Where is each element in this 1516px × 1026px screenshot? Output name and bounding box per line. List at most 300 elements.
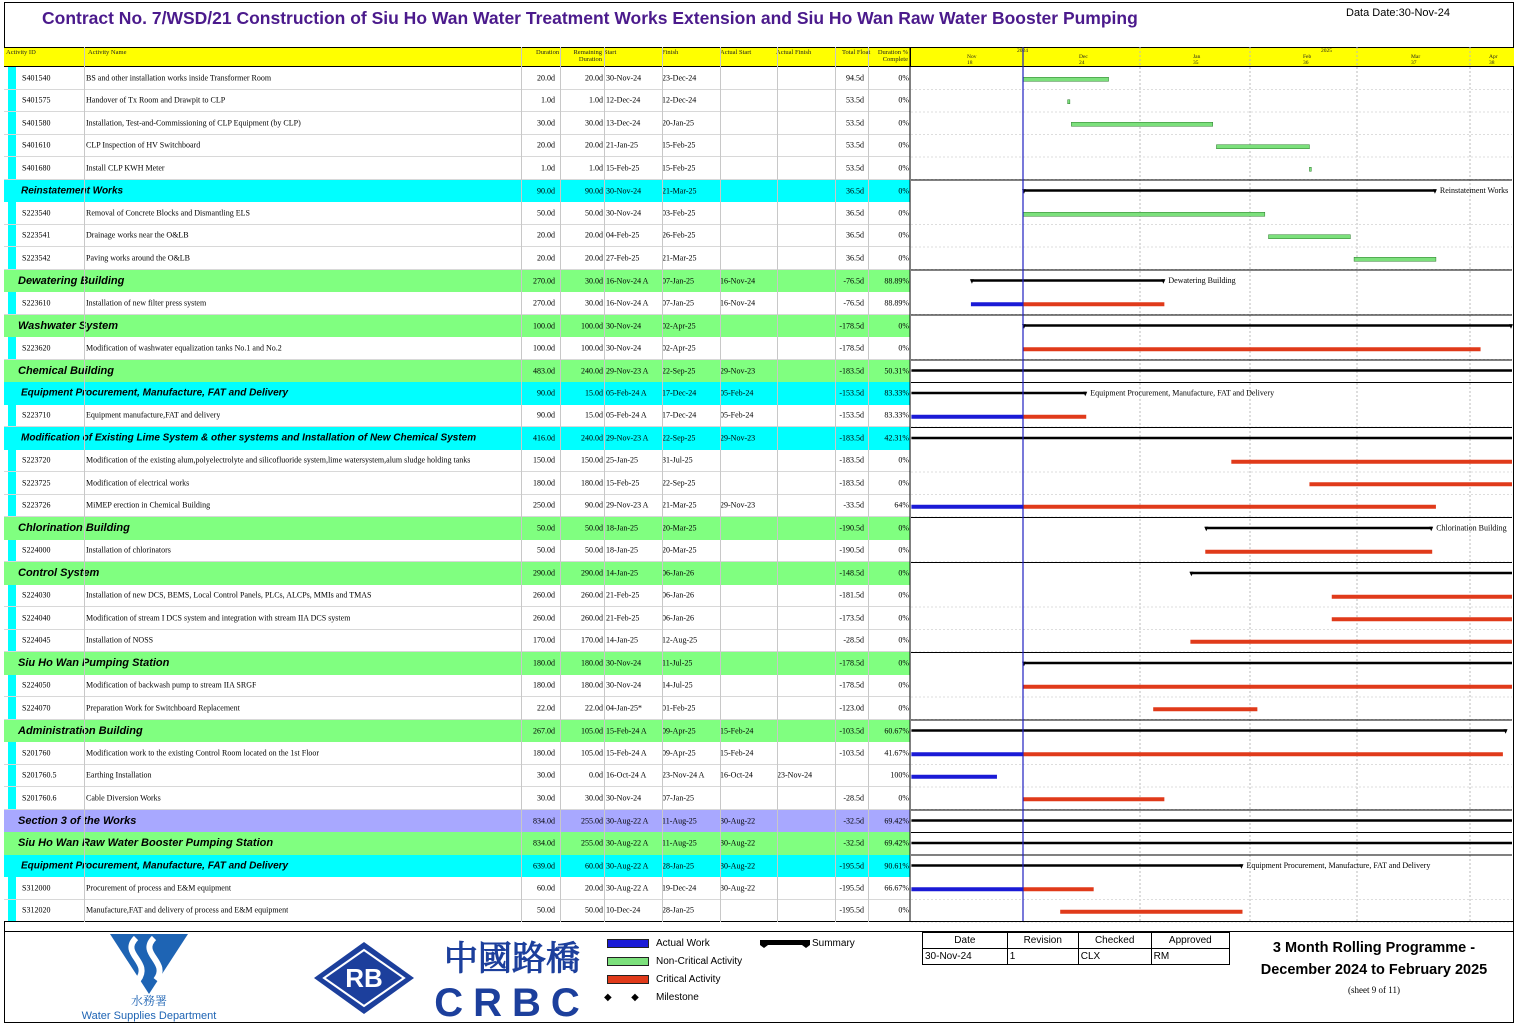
wbs-name: Control System [18, 567, 100, 580]
week-4: 36 [1303, 60, 1309, 66]
wbs-row[interactable] [4, 427, 910, 450]
cell-start: 14-Jan-25 [606, 635, 638, 645]
table-row[interactable] [4, 202, 910, 225]
legend-crit-swatch [607, 975, 649, 984]
cell-finish: 23-Dec-24 [662, 73, 697, 83]
cell-finish: 07-Jan-25 [662, 276, 694, 286]
cell-start: 30-Nov-24 [606, 73, 642, 83]
cell-finish: 07-Jan-25 [662, 298, 694, 308]
cell-rem: 180.0d [581, 658, 603, 668]
activity-name: Earthing Installation [86, 770, 152, 780]
cell-rem: 255.0d [581, 838, 603, 848]
cell-finish: 06-Jan-26 [662, 568, 694, 578]
cell-tf: -181.5d [839, 590, 864, 600]
cell-tf: -76.5d [843, 298, 864, 308]
wbs-row[interactable] [4, 270, 910, 293]
cell-pct: 0% [898, 703, 909, 713]
cell-pct: 0% [898, 793, 909, 803]
cell-finish: 28-Jan-25 [662, 861, 694, 871]
cell-dur: 180.0d [533, 680, 555, 690]
cell-dur: 834.0d [533, 816, 555, 826]
cell-finish: 22-Sep-25 [662, 366, 696, 376]
week-5: 37 [1411, 60, 1417, 66]
cell-pct: 60.67% [884, 726, 909, 736]
table-header [4, 47, 910, 67]
cell-astart: 16-Oct-24 [720, 770, 753, 780]
wbs-name: Equipment Procurement, Manufacture, FAT and Delivery [21, 387, 289, 399]
table-row[interactable] [4, 585, 910, 608]
timescale-header [910, 47, 1514, 67]
activity-id: S224040 [22, 613, 51, 623]
table-row[interactable] [4, 405, 910, 428]
wbs-row[interactable] [4, 810, 910, 833]
cell-rem: 30.0d [585, 298, 603, 308]
cell-tf: -190.5d [839, 523, 864, 533]
cell-dur: 100.0d [533, 321, 555, 331]
cell-tf: -76.5d [843, 276, 864, 286]
cell-pct: 83.33% [884, 388, 909, 398]
cell-pct: 0% [898, 590, 909, 600]
programme-line2: December 2024 to February 2025 [1260, 962, 1488, 978]
cell-tf: -190.5d [839, 545, 864, 555]
sheet-number: (sheet 9 of 11) [1348, 985, 1400, 995]
cell-dur: 20.0d [537, 73, 555, 83]
wbs-indent-stripe [8, 877, 16, 899]
cell-pct: 0% [898, 95, 909, 105]
legend-noncrit-label: Non-Critical Activity [656, 956, 743, 967]
wbs-name: Section 3 of the Works [18, 814, 137, 827]
legend-actual-swatch [607, 939, 649, 948]
table-row[interactable] [4, 675, 910, 698]
wbs-indent-stripe [8, 607, 16, 629]
cell-dur: 20.0d [537, 140, 555, 150]
cell-rem: 180.0d [581, 478, 603, 488]
activity-id: S223542 [22, 253, 51, 263]
activity-name: Preparation Work for Switchboard Replacement [86, 703, 240, 713]
wbs-indent-stripe [8, 742, 16, 764]
wbs-indent-stripe [8, 112, 16, 134]
cell-dur: 30.0d [537, 770, 555, 780]
wbs-name: Administration Building [18, 724, 143, 737]
activity-name: Installation, Test-and-Commissioning of CLP Equipment (by CLP) [86, 118, 301, 128]
cell-start: 21-Feb-25 [606, 613, 640, 623]
cell-start: 30-Aug-22 A [606, 883, 649, 893]
cell-dur: 30.0d [537, 793, 555, 803]
cell-dur: 834.0d [533, 838, 555, 848]
cell-tf: 36.5d [846, 186, 864, 196]
cell-pct: 0% [898, 118, 909, 128]
cell-rem: 50.0d [585, 905, 603, 915]
table-row[interactable] [4, 90, 910, 113]
cell-pct: 64% [894, 500, 909, 510]
activity-name: Installation of chlorinators [86, 545, 171, 555]
cell-dur: 416.0d [533, 433, 555, 443]
cell-rem: 105.0d [581, 726, 603, 736]
cell-tf: 36.5d [846, 208, 864, 218]
table-row[interactable] [4, 225, 910, 248]
cell-pct: 69.42% [884, 838, 909, 848]
wbs-row[interactable] [4, 652, 910, 675]
cell-start: 14-Jan-25 [606, 568, 638, 578]
table-row[interactable] [4, 495, 910, 518]
activity-name: Manufacture,FAT and delivery of process and E&M equipment [86, 905, 289, 915]
table-row[interactable] [4, 247, 910, 270]
wbs-indent-stripe [8, 900, 16, 922]
week-2: 24 [1079, 60, 1085, 66]
activity-id: S223726 [22, 500, 51, 510]
activity-name: MiMEP erection in Chemical Building [86, 500, 211, 510]
cell-tf: -178.5d [839, 343, 864, 353]
table-row[interactable] [4, 742, 910, 765]
cell-rem: 30.0d [585, 793, 603, 803]
rb-mark: RB [345, 963, 383, 993]
cell-astart: 16-Nov-24 [720, 298, 756, 308]
column-divider [560, 47, 561, 922]
activity-id: S224000 [22, 545, 51, 555]
wsd-english-name: Water Supplies Department [81, 1010, 217, 1022]
activity-id: S223540 [22, 208, 51, 218]
cell-afinish: 23-Nov-24 [777, 770, 813, 780]
cell-rem: 90.0d [585, 186, 603, 196]
wbs-row[interactable] [4, 832, 910, 855]
cell-rem: 15.0d [585, 410, 603, 420]
cell-dur: 250.0d [533, 500, 555, 510]
wbs-indent-stripe [8, 202, 16, 224]
cell-finish: 22-Sep-25 [662, 433, 696, 443]
cell-astart: 29-Nov-23 [720, 366, 756, 376]
rev-revision: 1 [1007, 949, 1078, 965]
cell-start: 04-Jan-25* [606, 703, 642, 713]
cell-tf: 53.5d [846, 140, 864, 150]
cell-finish: 11-Aug-25 [662, 838, 697, 848]
cell-finish: 02-Apr-25 [662, 321, 696, 331]
cell-start: 30-Nov-24 [606, 658, 642, 668]
activity-name: Cable Diversion Works [86, 793, 161, 803]
cell-astart: 15-Feb-24 [720, 726, 754, 736]
cell-rem: 60.0d [585, 861, 603, 871]
cell-start: 29-Nov-23 A [606, 433, 649, 443]
wbs-row[interactable] [4, 855, 910, 878]
cell-pct: 69.42% [884, 816, 909, 826]
cell-rem: 50.0d [585, 523, 603, 533]
cell-dur: 50.0d [537, 545, 555, 555]
column-divider [604, 47, 605, 922]
activity-name: Modification of washwater equalization tanks No.1 and No.2 [86, 343, 282, 353]
cell-tf: 94.5d [846, 73, 864, 83]
cell-pct: 66.67% [884, 883, 909, 893]
cell-rem: 30.0d [585, 118, 603, 128]
column-divider [835, 47, 836, 922]
cell-rem: 90.0d [585, 500, 603, 510]
activity-id: S223620 [22, 343, 51, 353]
cell-pct: 88.89% [884, 276, 909, 286]
wbs-name: Chemical Building [18, 364, 114, 377]
week-3: 35 [1193, 60, 1199, 66]
month-mar: Mar [1411, 54, 1421, 60]
activity-id: S401610 [22, 140, 51, 150]
column-divider [720, 47, 721, 922]
cell-finish: 14-Jul-25 [662, 680, 693, 690]
table-row[interactable] [4, 900, 910, 923]
cell-finish: 21-Mar-25 [662, 500, 697, 510]
table-row[interactable] [4, 337, 910, 360]
cell-pct: 90.61% [884, 861, 909, 871]
activity-name: Modification of the existing alum,polyelectrolyte and silicofluoride system,lime watersystem,alum sludge holding tanks [86, 455, 471, 465]
cell-pct: 0% [898, 343, 909, 353]
activity-id: S401680 [22, 163, 51, 173]
wbs-row[interactable] [4, 382, 910, 405]
wbs-row[interactable] [4, 517, 910, 540]
activity-id: S223720 [22, 455, 51, 465]
cell-rem: 290.0d [581, 568, 603, 578]
col-remaining[interactable]: Remaining Duration [573, 49, 602, 63]
cell-rem: 20.0d [585, 253, 603, 263]
activity-id: S401575 [22, 95, 51, 105]
table-row[interactable] [4, 157, 910, 180]
col-actual-start[interactable]: Actual Start [720, 49, 752, 56]
legend-noncrit-swatch [607, 957, 649, 966]
wbs-name: Siu Ho Wan Raw Water Booster Pumping Station [18, 837, 274, 850]
activity-table [4, 67, 910, 922]
cell-finish: 01-Feb-25 [662, 703, 696, 713]
cell-tf: -178.5d [839, 680, 864, 690]
wsd-chinese-name: 水務署 [130, 994, 168, 1008]
crbc-logo [308, 936, 598, 1022]
col-actual-finish[interactable]: Actual Finish [776, 49, 812, 56]
table-row[interactable] [4, 135, 910, 158]
cell-finish: 02-Apr-25 [662, 343, 696, 353]
table-row[interactable] [4, 697, 910, 720]
cell-finish: 09-Apr-25 [662, 748, 696, 758]
cell-rem: 1.0d [589, 163, 603, 173]
cell-tf: -183.5d [839, 366, 864, 376]
month-feb: Feb [1303, 54, 1312, 60]
cell-pct: 42.31% [884, 433, 909, 443]
activity-id: S401540 [22, 73, 51, 83]
cell-tf: -103.5d [839, 726, 864, 736]
table-row[interactable] [4, 630, 910, 653]
cell-tf: -195.5d [839, 883, 864, 893]
cell-tf: -153.5d [839, 410, 864, 420]
cell-start: 30-Nov-24 [606, 186, 642, 196]
cell-start: 16-Nov-24 A [606, 276, 649, 286]
cell-start: 10-Dec-24 [606, 905, 641, 915]
cell-finish: 21-Mar-25 [662, 253, 697, 263]
activity-name: Modification of stream I DCS system and integration with stream IIA DCS system [86, 613, 351, 623]
legend-actual-label: Actual Work [656, 938, 710, 949]
activity-name: Handover of Tx Room and Drawpit to CLP [86, 95, 226, 105]
cell-dur: 180.0d [533, 658, 555, 668]
table-row[interactable] [4, 450, 910, 473]
cell-finish: 15-Feb-25 [662, 140, 696, 150]
activity-name: Equipment manufacture,FAT and delivery [86, 410, 221, 420]
activity-id: S223541 [22, 230, 51, 240]
col-finish[interactable]: Finish [662, 49, 679, 56]
cell-tf: -32.5d [843, 816, 864, 826]
cell-start: 29-Nov-23 A [606, 500, 649, 510]
wbs-name: Washwater System [18, 319, 119, 332]
month-jan: Jan [1193, 54, 1201, 60]
year-2025: 2025 [1321, 48, 1332, 54]
wbs-row[interactable] [4, 360, 910, 383]
cell-start: 29-Nov-23 A [606, 366, 649, 376]
cell-start: 18-Jan-25 [606, 523, 638, 533]
cell-dur: 100.0d [533, 343, 555, 353]
activity-id: S224070 [22, 703, 51, 713]
table-bottom-border [4, 921, 1514, 922]
cell-start: 04-Feb-25 [606, 230, 640, 240]
cell-pct: 88.89% [884, 298, 909, 308]
cell-rem: 180.0d [581, 680, 603, 690]
wbs-row[interactable] [4, 720, 910, 743]
cell-finish: 09-Apr-25 [662, 726, 696, 736]
cell-rem: 20.0d [585, 140, 603, 150]
rev-header-checked: Checked [1078, 933, 1151, 949]
footer-top-border [4, 931, 1514, 932]
activity-name: Drainage works near the O&LB [86, 230, 189, 240]
wbs-name: Dewatering Building [18, 274, 125, 287]
cell-start: 15-Feb-25 [606, 478, 640, 488]
cell-dur: 260.0d [533, 613, 555, 623]
cell-dur: 50.0d [537, 523, 555, 533]
table-row[interactable] [4, 292, 910, 315]
cell-astart: 16-Nov-24 [720, 276, 756, 286]
wbs-name: Modification of Existing Lime System & other systems and Installation of New Chemical System [21, 432, 477, 444]
cell-rem: 240.0d [581, 433, 603, 443]
wbs-name: Equipment Procurement, Manufacture, FAT and Delivery [21, 860, 289, 872]
wbs-name: Siu Ho Wan Pumping Station [18, 657, 170, 670]
activity-name: Installation of new DCS, BEMS, Local Control Panels, PLCs, ALCPs, MMIs and TMAS [86, 590, 372, 600]
table-row[interactable] [4, 472, 910, 495]
cell-dur: 22.0d [537, 703, 555, 713]
month-apr: Apr [1489, 54, 1498, 60]
cell-pct: 0% [898, 163, 909, 173]
rev-header-approved: Approved [1151, 933, 1229, 949]
column-divider [84, 47, 85, 922]
wsd-logo [74, 932, 229, 1022]
cell-pct: 0% [898, 635, 909, 645]
cell-rem: 15.0d [585, 388, 603, 398]
activity-id: S223610 [22, 298, 51, 308]
col-pct-complete[interactable]: Duration % Complete [877, 49, 908, 63]
cell-tf: 53.5d [846, 163, 864, 173]
cell-pct: 0% [898, 523, 909, 533]
wbs-row[interactable] [4, 562, 910, 585]
wbs-indent-stripe [8, 135, 16, 157]
rev-approved: RM [1151, 949, 1229, 965]
cell-rem: 0.0d [589, 770, 603, 780]
cell-finish: 07-Jan-25 [662, 793, 694, 803]
cell-rem: 150.0d [581, 455, 603, 465]
activity-name: Procurement of process and E&M equipment [86, 883, 232, 893]
cell-finish: 12-Aug-25 [662, 635, 698, 645]
cell-tf: -178.5d [839, 658, 864, 668]
column-divider [868, 47, 869, 922]
cell-dur: 260.0d [533, 590, 555, 600]
legend-summary-icon [760, 940, 810, 948]
summary-label: Equipment Procurement, Manufacture, FAT and Delivery [1090, 388, 1275, 398]
cell-dur: 150.0d [533, 455, 555, 465]
cell-tf: -28.5d [843, 793, 864, 803]
wbs-indent-stripe [8, 90, 16, 112]
cell-rem: 20.0d [585, 883, 603, 893]
data-date: Data Date:30-Nov-24 [1346, 7, 1450, 19]
cell-rem: 100.0d [581, 343, 603, 353]
wbs-indent-stripe [8, 225, 16, 247]
cell-dur: 639.0d [533, 861, 555, 871]
cell-tf: 53.5d [846, 95, 864, 105]
cell-pct: 0% [898, 321, 909, 331]
cell-tf: -32.5d [843, 838, 864, 848]
cell-start: 18-Jan-25 [606, 545, 638, 555]
table-row[interactable] [4, 540, 910, 563]
activity-id: S312020 [22, 905, 51, 915]
summary-label: Chlorination Building [1436, 523, 1507, 533]
column-divider [777, 47, 778, 922]
cell-dur: 50.0d [537, 208, 555, 218]
wbs-indent-stripe [8, 337, 16, 359]
activity-id: S223710 [22, 410, 51, 420]
table-row[interactable] [4, 112, 910, 135]
revision-table [922, 932, 1230, 965]
cell-tf: -153.5d [839, 388, 864, 398]
cell-finish: 06-Jan-26 [662, 613, 694, 623]
crbc-chinese-name: 中國路橋 [444, 939, 580, 979]
cell-astart: 30-Aug-22 [720, 816, 756, 826]
wbs-indent-stripe [8, 697, 16, 719]
col-start[interactable]: Start [604, 49, 617, 56]
col-total-float[interactable]: Total Float [842, 49, 871, 56]
col-duration[interactable]: Duration [536, 49, 560, 56]
year-2024: 2024 [1017, 48, 1028, 54]
col-activity-id[interactable]: Activity ID [6, 49, 36, 56]
cell-finish: 23-Nov-24 A [662, 770, 705, 780]
cell-dur: 60.0d [537, 883, 555, 893]
activity-name: Modification of backwash pump to stream IIA SRGF [86, 680, 257, 690]
cell-tf: -183.5d [839, 478, 864, 488]
cell-pct: 50.31% [884, 366, 909, 376]
cell-astart: 15-Feb-24 [720, 748, 754, 758]
wbs-row[interactable] [4, 180, 910, 203]
cell-start: 30-Nov-24 [606, 208, 642, 218]
activity-name: Modification work to the existing Control Room located on the 1st Floor [86, 748, 320, 758]
legend-milestone-label: Milestone [656, 992, 699, 1003]
cell-tf: -123.0d [839, 703, 864, 713]
wbs-indent-stripe [8, 247, 16, 269]
cell-rem: 255.0d [581, 816, 603, 826]
cell-rem: 105.0d [581, 748, 603, 758]
crbc-english-name: CRBC [434, 981, 590, 1022]
table-row[interactable] [4, 67, 910, 90]
wbs-row[interactable] [4, 315, 910, 338]
cell-rem: 50.0d [585, 208, 603, 218]
cell-start: 30-Aug-22 A [606, 861, 649, 871]
cell-tf: -195.5d [839, 861, 864, 871]
table-row[interactable] [4, 877, 910, 900]
col-activity-name[interactable]: Activity Name [88, 49, 127, 56]
cell-finish: 11-Aug-25 [662, 816, 697, 826]
cell-dur: 1.0d [541, 95, 555, 105]
month-nov: Nov [967, 54, 977, 60]
table-row[interactable] [4, 607, 910, 630]
cell-tf: -148.5d [839, 568, 864, 578]
cell-rem: 20.0d [585, 230, 603, 240]
cell-finish: 22-Sep-25 [662, 478, 696, 488]
cell-pct: 0% [898, 455, 909, 465]
table-row[interactable] [4, 787, 910, 810]
cell-tf: -195.5d [839, 905, 864, 915]
table-row[interactable] [4, 765, 910, 788]
